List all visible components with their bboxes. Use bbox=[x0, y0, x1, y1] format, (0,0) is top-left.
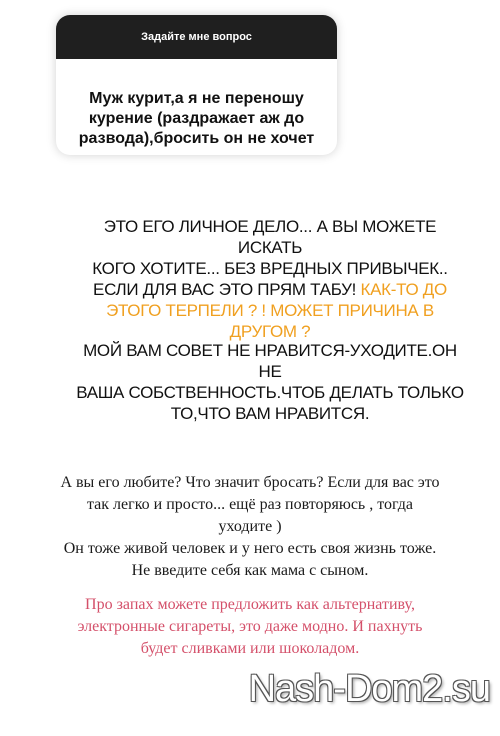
answer-line: ЭТО ЕГО ЛИЧНОЕ ДЕЛО... А ВЫ МОЖЕТЕ ИСКАТЬ bbox=[103, 217, 437, 257]
question-sticker bbox=[56, 15, 337, 155]
question-text bbox=[56, 59, 337, 149]
watermark: Nash-Dom2.su bbox=[248, 668, 490, 710]
answer-line bbox=[70, 279, 470, 300]
answer-line: будет сливками или шоколадом. bbox=[140, 640, 360, 657]
answer-line-part: ЕСЛИ ДЛЯ ВАС ЭТО ПРЯМ ТАБУ! bbox=[93, 280, 361, 299]
question-line: развода),бросить он не хочет bbox=[78, 130, 315, 147]
question-line: Муж курит,а я не переношу bbox=[89, 90, 304, 107]
answer-line: Не введите себя как мама с сыном. bbox=[131, 562, 369, 579]
answer-line-highlight: КАК-ТО ДО bbox=[360, 280, 447, 299]
answer-caps-block bbox=[70, 216, 470, 342]
answer-line: МОЙ ВАМ СОВЕТ НЕ НРАВИТСЯ-УХОДИТЕ.ОН НЕ bbox=[83, 341, 457, 381]
answer-caps-block-2 bbox=[70, 340, 470, 424]
answer-line-highlight: ДРУГОМ ? bbox=[229, 322, 311, 341]
question-line: курение (раздражает аж до bbox=[88, 110, 305, 127]
answer-line: уходите ) bbox=[218, 518, 282, 535]
answer-line: Он тоже живой человек и у него есть своя жизнь тоже. bbox=[63, 540, 437, 557]
answer-line: Про запах можете предложить как альтернативу, bbox=[85, 596, 415, 613]
answer-line: ТО,ЧТО ВАМ НРАВИТСЯ. bbox=[170, 404, 370, 423]
answer-line: ВАША СОБСТВЕННОСТЬ.ЧТОБ ДЕЛАТЬ ТОЛЬКО bbox=[76, 383, 464, 402]
answer-serif-block bbox=[0, 472, 500, 582]
answer-line: А вы его любите? Что значит бросать? Если для вас это bbox=[60, 474, 440, 491]
answer-pink-block bbox=[0, 594, 500, 660]
answer-line: электронные сигареты, это даже модно. И пахнуть bbox=[77, 618, 423, 635]
question-sticker-header: Задайте мне вопрос bbox=[56, 15, 337, 59]
answer-line: так легко и просто... ещё раз повторяюсь , тогда bbox=[86, 496, 414, 513]
answer-line: КОГО ХОТИТЕ... БЕЗ ВРЕДНЫХ ПРИВЫЧЕК.. bbox=[92, 259, 448, 278]
answer-line-highlight: ЭТОГО ТЕРПЕЛИ ? ! МОЖЕТ ПРИЧИНА В bbox=[106, 301, 434, 320]
